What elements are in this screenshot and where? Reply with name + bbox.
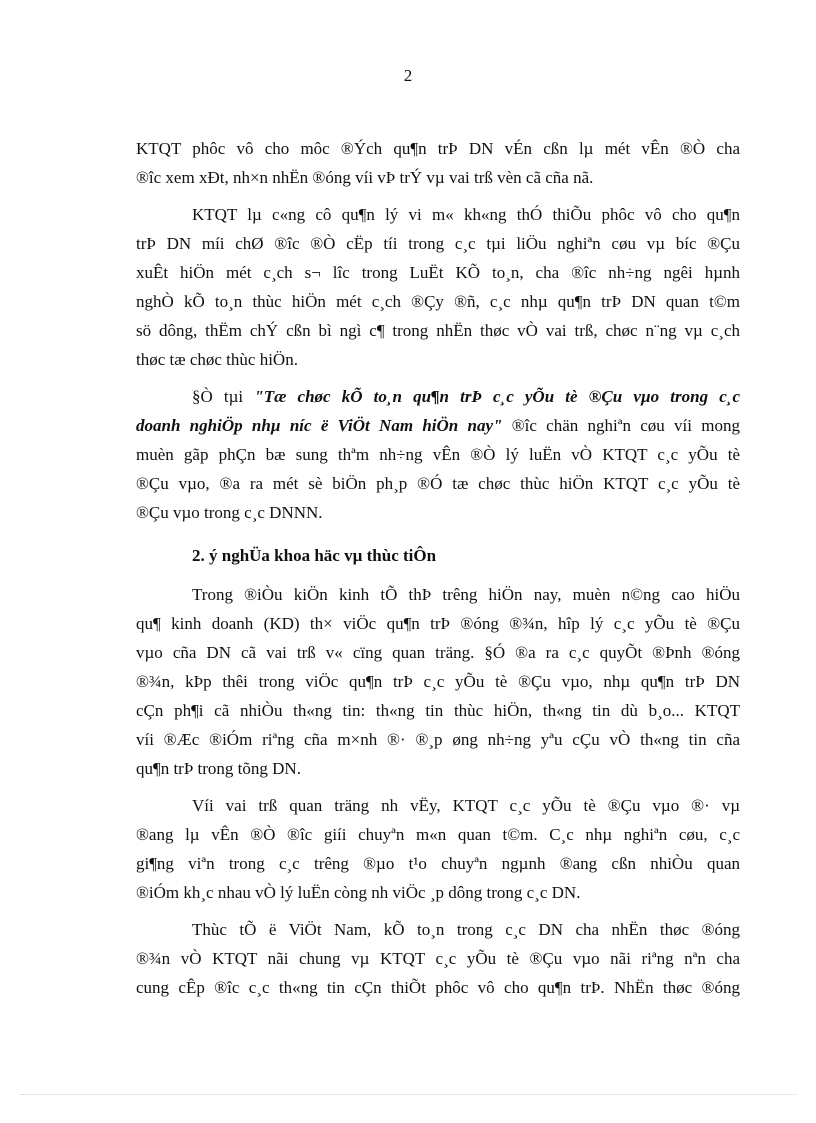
text-line: cung cÊp ®îc c¸c th«ng tin cÇn thiÕt phôc vô cho qu¶n trÞ. NhËn thøc ®óng xyxy=(136,978,740,997)
text-line: cÇn ph¶i cã nhiÒu th«ng tin: th«ng tin thùc hiÖn, th«ng tin dù b¸o... KTQT xyxy=(136,701,740,720)
text-line: sö dông, thËm chÝ cßn bì ngì c¶ trong nhËn thøc vÒ vai trß, chøc n¨ng vµ c¸ch xyxy=(136,321,740,340)
paragraph-topic xyxy=(136,382,740,527)
text-line: ®Çu vµo trong c¸c DNNN. xyxy=(136,503,323,522)
text-line: Víi vai trß quan träng nh vËy, KTQT c¸c yÕu tè ®Çu vµo ®· vµ xyxy=(192,796,740,815)
paragraph-2 xyxy=(136,200,740,374)
text-line: ®ang lµ vÊn ®Ò ®îc giíi chuyªn m«n quan t©m. C¸c nhµ nghiªn cøu, c¸c xyxy=(136,825,740,844)
text-line: trÞ DN míi chØ ®îc ®Ò cËp tíi trong c¸c tµi liÖu nghiªn cøu vµ bíc ®Çu xyxy=(136,234,740,253)
paragraph-4 xyxy=(136,580,740,783)
paragraph-6 xyxy=(136,915,740,1002)
text-line: nghÒ kÕ to¸n thùc hiÖn mét c¸ch ®Çy ®ñ, c¸c nhµ qu¶n trÞ DN quan t©m xyxy=(136,292,740,311)
page-number: 2 xyxy=(403,66,413,85)
text-line: qu¶n trÞ trong tõng DN. xyxy=(136,759,301,778)
text-line: KTQT phôc vô cho môc ®Ých qu¶n trÞ DN vÉn cßn lµ mét vÊn ®Ò cha xyxy=(136,139,740,158)
text-line: víi ®Æc ®iÓm riªng cña m×nh ®· ®¸p øng nh÷ng yªu cÇu vÒ th«ng tin cña xyxy=(136,730,740,749)
text-line: KTQT lµ c«ng cô qu¶n lý vi m« kh«ng thÓ thiÕu phôc vô cho qu¶n xyxy=(192,205,740,224)
text-line: ®¾n vÒ KTQT nãi chung vµ KTQT c¸c yÕu tè ®Çu vµo nãi riªng nªn cha xyxy=(136,949,740,968)
page-bottom-divider xyxy=(20,1094,796,1095)
text-line: gi¶ng viªn trong c¸c trêng ®µo t¹o chuyªn ngµnh ®ang cßn nhiÒu quan xyxy=(136,854,740,873)
text-line: ®îc xem xÐt, nh×n nhËn ®óng víi vÞ trÝ vµ vai trß vèn cã cña nã. xyxy=(136,168,594,187)
paragraph-1 xyxy=(136,134,740,192)
text-line: Thùc tÕ ë ViÖt Nam, kÕ to¸n trong c¸c DN cha nhËn thøc ®óng xyxy=(192,920,740,939)
topic-after: ®îc chän nghiªn cøu víi mong xyxy=(502,416,740,435)
topic-title-part-2: doanh nghiÖp nhµ níc ë ViÖt Nam hiÖn nay" xyxy=(136,416,503,435)
text-line: Trong ®iÒu kiÖn kinh tÕ thÞ trêng hiÖn nay, muèn n©ng cao hiÖu xyxy=(192,585,740,604)
text-line: ®Çu vµo, ®a ra mét sè biÖn ph¸p ®Ó tæ chøc thùc hiÖn KTQT c¸c yÕu tè xyxy=(136,474,740,493)
text-line: qu¶ kinh doanh (KD) th× viÖc qu¶n trÞ ®óng ®¾n, hîp lý c¸c yÕu tè ®Çu xyxy=(136,614,740,633)
text-line: xuÊt hiÖn mét c¸ch s¬ lîc trong LuËt KÕ to¸n, cha ®îc nh÷ng ngêi hµnh xyxy=(136,263,740,282)
text-line xyxy=(136,382,740,411)
text-line: thøc tæ chøc thùc hiÖn. xyxy=(136,350,298,369)
paragraph-5 xyxy=(136,791,740,907)
text-line: muèn gãp phÇn bæ sung thªm nh÷ng vÊn ®Ò lý luËn vÒ KTQT c¸c yÕu tè xyxy=(136,445,740,464)
document-body xyxy=(136,134,740,1010)
section-heading: 2. ý nghÜa khoa häc vµ thùc tiÔn xyxy=(192,546,437,565)
topic-lead: §Ò tµi xyxy=(192,387,255,406)
text-line: ®¾n, kÞp thêi trong viÖc qu¶n trÞ c¸c yÕu tè ®Çu vµo, nhµ qu¶n trÞ DN xyxy=(136,672,740,691)
topic-title-part-1: "Tæ chøc kÕ to¸n qu¶n trÞ c¸c yÕu tè ®Çu vµo trong c¸c xyxy=(254,387,740,406)
text-line xyxy=(136,411,740,440)
text-line: ®iÓm kh¸c nhau vÒ lý luËn còng nh viÖc ¸p dông trong c¸c DN. xyxy=(136,883,581,902)
text-line: vµo cña DN cã vai trß v« cïng quan träng. §Ó ®a ra c¸c quyÕt ®Þnh ®óng xyxy=(136,643,740,662)
